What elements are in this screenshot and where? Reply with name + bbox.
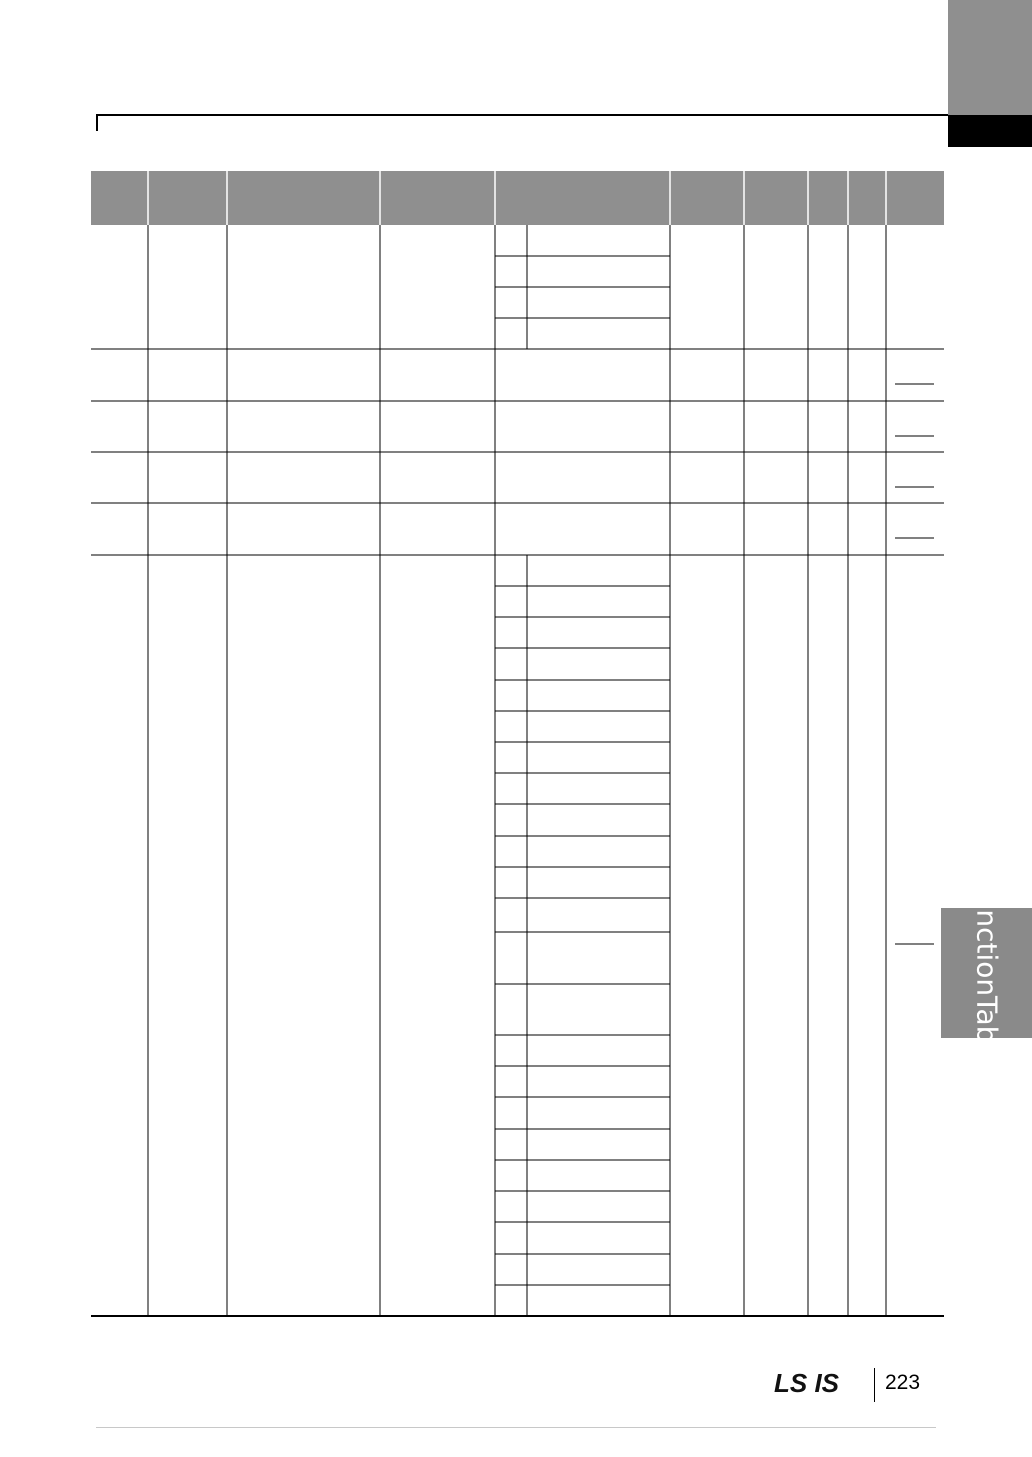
footer-separator <box>874 1368 875 1402</box>
footer-rule <box>96 1427 936 1428</box>
section-tab-label <box>970 877 1004 1069</box>
table-body-lines <box>91 225 944 1316</box>
section-tab[interactable] <box>941 877 1032 1069</box>
brand-logo <box>774 1370 858 1396</box>
section-tab-line2: Table <box>970 996 1004 1069</box>
brand-logo-text: LS IS <box>774 1370 840 1396</box>
section-tab-line1: Function <box>970 877 1004 997</box>
table-header-band <box>91 171 944 225</box>
page-number: 223 <box>885 1371 921 1394</box>
